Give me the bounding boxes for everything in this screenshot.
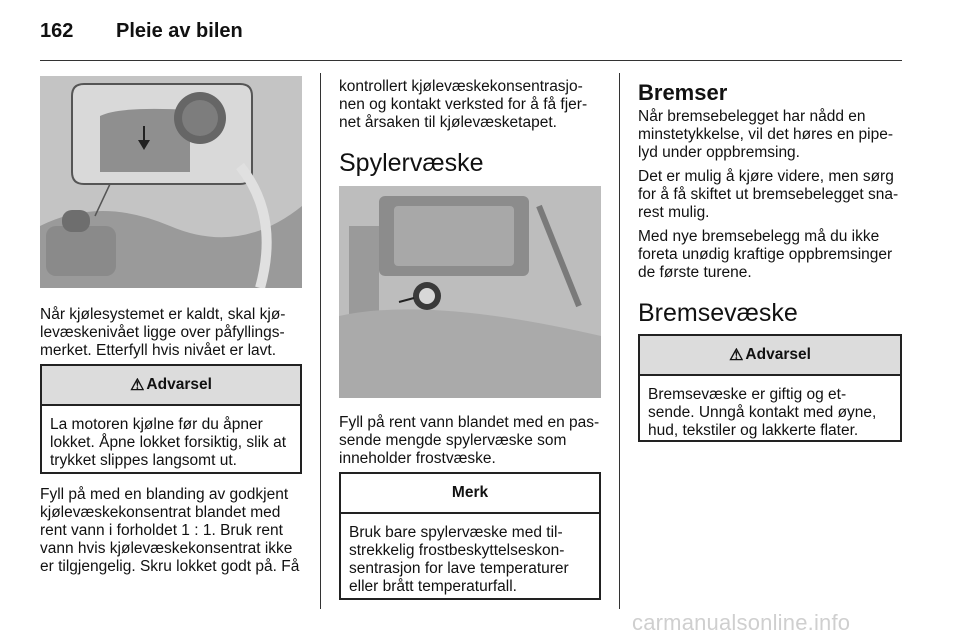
brake-fluid-warning-box bbox=[638, 334, 902, 442]
washer-fill-paragraph: Fyll på rent vann blandet med en pas-sende mengde spylervæske som inneholder frostvæske. bbox=[339, 414, 600, 467]
washer-fluid-heading: Spylervæske bbox=[339, 149, 484, 177]
brakes-paragraph-2: Det er mulig å kjøre videre, men sørg for å få skiftet ut bremsebelegget sna-rest mulig. bbox=[638, 168, 899, 221]
column-1-text-2 bbox=[40, 486, 302, 576]
page-header bbox=[40, 14, 902, 50]
header-divider bbox=[40, 60, 902, 61]
column-divider-1 bbox=[320, 73, 321, 609]
note-header bbox=[341, 474, 599, 514]
washer-reservoir-image bbox=[339, 186, 601, 398]
column-1-text bbox=[40, 306, 302, 360]
coolant-level-paragraph: Når kjølesystemet er kaldt, skal kjø-levæskenivået ligge over påfyllings-merket. Etterfyll hvis nivået er lavt. bbox=[40, 306, 286, 359]
warning-header bbox=[42, 366, 300, 406]
brakes-heading: Bremser bbox=[638, 80, 728, 105]
coolant-reservoir-image bbox=[40, 76, 302, 288]
warning-triangle-icon: ⚠ bbox=[130, 377, 145, 394]
note-title: Merk bbox=[451, 484, 489, 501]
note-body: Bruk bare spylervæske med til-strekkelig frostbeskyttelseskon-sentrasjon for lave temperaturer eller brått temperaturfall. bbox=[349, 524, 569, 595]
watermark: carmanualsonline.info bbox=[632, 610, 851, 635]
section-title: Pleie av bilen bbox=[116, 20, 243, 42]
column-2-text bbox=[339, 78, 601, 132]
brake-fluid-heading: Bremsevæske bbox=[638, 299, 798, 327]
column-divider-2 bbox=[619, 73, 620, 609]
warning-body: Bremsevæske er giftig og et-sende. Unngå kontakt med øyne, hud, tekstiler og lakkerte flater. bbox=[648, 386, 877, 439]
warning-title: Advarsel bbox=[745, 346, 811, 363]
brakes-paragraph-3: Med nye bremsebelegg må du ikke foreta unødig kraftige oppbremsinger de første turene. bbox=[638, 228, 893, 281]
warning-triangle-icon: ⚠ bbox=[729, 347, 744, 364]
brake-fluid-heading-wrap bbox=[638, 298, 902, 328]
coolant-mix-paragraph: Fyll på med en blanding av godkjent kjølevæskekonsentrat blandet med rent vann i forholdet 1 : 1. Bruk rent vann hvis kjølevæskekonsentrat ikke er tilgjengelig. Skru lokket godt på. Få bbox=[40, 486, 300, 575]
warning-header bbox=[640, 336, 900, 376]
warning-body: La motoren kjølne før du åpner lokket. Åpne lokket forsiktig, slik at trykket slippes langsomt ut. bbox=[50, 416, 287, 469]
coolant-check-paragraph: kontrollert kjølevæskekonsentrasjo-nen og kontakt verksted for å få fjer-net årsaken til kjølevæsketapet. bbox=[339, 78, 588, 131]
column-2-text-2 bbox=[339, 414, 601, 468]
page-number: 162 bbox=[40, 20, 74, 42]
washer-note-box bbox=[339, 472, 601, 600]
coolant-warning-box bbox=[40, 364, 302, 474]
brakes-paragraph-1: Når bremsebelegget har nådd en minstetykkelse, vil det høres en pipe-lyd under oppbremsing. bbox=[638, 108, 893, 161]
brakes-section bbox=[638, 80, 902, 282]
warning-title: Advarsel bbox=[146, 376, 212, 393]
washer-heading-wrap bbox=[339, 148, 601, 178]
